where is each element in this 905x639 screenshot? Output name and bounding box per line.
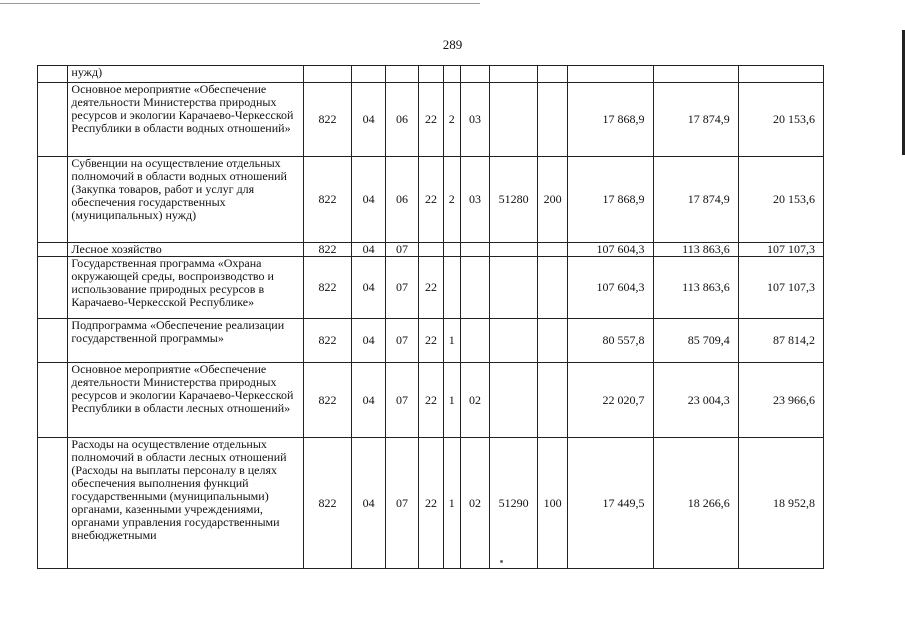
subprogram-code-cell: 2 <box>443 83 460 157</box>
section-code-cell: 04 <box>352 83 385 157</box>
amount-year-2-cell: 18 266,6 <box>653 438 738 569</box>
direction-code-cell <box>490 257 538 319</box>
row-number-cell <box>38 438 68 569</box>
row-number-cell <box>38 157 68 243</box>
table-row <box>38 243 824 257</box>
subsection-code-cell: 07 <box>385 243 418 257</box>
direction-code-cell <box>490 243 538 257</box>
admin-code-cell: 822 <box>303 243 352 257</box>
subsection-code-cell: 07 <box>385 257 418 319</box>
expense-name-cell: нужд) <box>68 66 303 83</box>
amount-year-2-cell <box>653 66 738 83</box>
section-code-cell: 04 <box>352 438 385 569</box>
amount-year-1-cell: 80 557,8 <box>568 319 653 363</box>
subsection-code-cell: 07 <box>385 319 418 363</box>
expense-name-cell: Государственная программа «Охрана окружающей среды, воспроизводство и использование природных ресурсов в Карачаево-Черкесской Республике» <box>68 257 303 319</box>
expense-name-cell: Лесное хозяйство <box>68 243 303 257</box>
event-code-cell <box>460 243 489 257</box>
admin-code-cell <box>303 66 352 83</box>
subsection-code-cell: 06 <box>385 83 418 157</box>
event-code-cell <box>460 66 489 83</box>
direction-code-cell <box>490 319 538 363</box>
expense-type-code-cell <box>537 83 567 157</box>
table-row <box>38 66 824 83</box>
admin-code-cell: 822 <box>303 363 352 438</box>
budget-table <box>37 65 824 569</box>
direction-code-cell <box>490 66 538 83</box>
amount-year-3-cell: 20 153,6 <box>738 83 823 157</box>
program-code-cell: 22 <box>419 257 443 319</box>
row-number-cell <box>38 243 68 257</box>
program-code-cell: 22 <box>419 438 443 569</box>
table-row <box>38 438 824 569</box>
program-code-cell: 22 <box>419 363 443 438</box>
table-row <box>38 363 824 438</box>
amount-year-1-cell: 107 604,3 <box>568 243 653 257</box>
program-code-cell <box>419 243 443 257</box>
subprogram-code-cell <box>443 257 460 319</box>
program-code-cell: 22 <box>419 157 443 243</box>
amount-year-2-cell: 85 709,4 <box>653 319 738 363</box>
amount-year-1-cell <box>568 66 653 83</box>
expense-type-code-cell <box>537 319 567 363</box>
subprogram-code-cell: 1 <box>443 438 460 569</box>
amount-year-2-cell: 17 874,9 <box>653 157 738 243</box>
subsection-code-cell: 06 <box>385 157 418 243</box>
event-code-cell: 03 <box>460 83 489 157</box>
event-code-cell <box>460 319 489 363</box>
amount-year-2-cell: 113 863,6 <box>653 257 738 319</box>
subprogram-code-cell <box>443 66 460 83</box>
direction-code-cell: 51290 <box>490 438 538 569</box>
event-code-cell <box>460 257 489 319</box>
admin-code-cell: 822 <box>303 157 352 243</box>
admin-code-cell: 822 <box>303 319 352 363</box>
scan-top-edge-line <box>0 3 480 4</box>
section-code-cell: 04 <box>352 243 385 257</box>
subprogram-code-cell: 1 <box>443 363 460 438</box>
amount-year-3-cell: 87 814,2 <box>738 319 823 363</box>
subprogram-code-cell <box>443 243 460 257</box>
expense-name-cell: Подпрограмма «Обеспечение реализации государственной программы» <box>68 319 303 363</box>
amount-year-3-cell: 20 153,6 <box>738 157 823 243</box>
table-row <box>38 157 824 243</box>
expense-type-code-cell: 100 <box>537 438 567 569</box>
program-code-cell: 22 <box>419 319 443 363</box>
amount-year-3-cell <box>738 66 823 83</box>
amount-year-1-cell: 22 020,7 <box>568 363 653 438</box>
expense-name-cell: Основное мероприятие «Обеспечение деятельности Министерства природных ресурсов и экологии Карачаево-Черкесской Республики в области водных отношений» <box>68 83 303 157</box>
program-code-cell <box>419 66 443 83</box>
subprogram-code-cell: 2 <box>443 157 460 243</box>
expense-type-code-cell <box>537 243 567 257</box>
subprogram-code-cell: 1 <box>443 319 460 363</box>
section-code-cell: 04 <box>352 257 385 319</box>
amount-year-3-cell: 23 966,6 <box>738 363 823 438</box>
expense-type-code-cell <box>537 257 567 319</box>
expense-name-cell: Субвенции на осуществление отдельных полномочий в области водных отношений (Закупка товаров, работ и услуг для обеспечения государственных (муниципальных) нужд) <box>68 157 303 243</box>
row-number-cell <box>38 83 68 157</box>
table-row <box>38 257 824 319</box>
expense-type-code-cell: 200 <box>537 157 567 243</box>
direction-code-cell <box>490 363 538 438</box>
row-number-cell <box>38 319 68 363</box>
amount-year-3-cell: 107 107,3 <box>738 243 823 257</box>
row-number-cell <box>38 66 68 83</box>
subsection-code-cell: 07 <box>385 438 418 569</box>
event-code-cell: 03 <box>460 157 489 243</box>
page-number: 289 <box>442 37 463 52</box>
amount-year-3-cell: 107 107,3 <box>738 257 823 319</box>
admin-code-cell: 822 <box>303 83 352 157</box>
direction-code-cell: 51280 <box>490 157 538 243</box>
expense-name-cell: Расходы на осуществление отдельных полномочий в области лесных отношений (Расходы на выплаты персоналу в целях обеспечения выполнения функций государственными (муниципальными) органами, казенными учреждениями, органами управления государственными внебюджетными <box>68 438 303 569</box>
event-code-cell: 02 <box>460 363 489 438</box>
expense-type-code-cell <box>537 363 567 438</box>
amount-year-2-cell: 17 874,9 <box>653 83 738 157</box>
budget-table-body <box>38 66 824 569</box>
table-row <box>38 319 824 363</box>
amount-year-1-cell: 17 868,9 <box>568 157 653 243</box>
direction-code-cell <box>490 83 538 157</box>
amount-year-1-cell: 17 449,5 <box>568 438 653 569</box>
subsection-code-cell: 07 <box>385 363 418 438</box>
row-number-cell <box>38 363 68 438</box>
section-code-cell: 04 <box>352 319 385 363</box>
table-row <box>38 83 824 157</box>
expense-name-cell: Основное мероприятие «Обеспечение деятельности Министерства природных ресурсов и экологии Карачаево-Черкесской Республики в области лесных отношений» <box>68 363 303 438</box>
section-code-cell <box>352 66 385 83</box>
amount-year-2-cell: 23 004,3 <box>653 363 738 438</box>
amount-year-1-cell: 17 868,9 <box>568 83 653 157</box>
admin-code-cell: 822 <box>303 438 352 569</box>
amount-year-1-cell: 107 604,3 <box>568 257 653 319</box>
scan-speck <box>500 560 503 563</box>
admin-code-cell: 822 <box>303 257 352 319</box>
amount-year-2-cell: 113 863,6 <box>653 243 738 257</box>
expense-type-code-cell <box>537 66 567 83</box>
section-code-cell: 04 <box>352 363 385 438</box>
event-code-cell: 02 <box>460 438 489 569</box>
row-number-cell <box>38 257 68 319</box>
program-code-cell: 22 <box>419 83 443 157</box>
subsection-code-cell <box>385 66 418 83</box>
section-code-cell: 04 <box>352 157 385 243</box>
amount-year-3-cell: 18 952,8 <box>738 438 823 569</box>
